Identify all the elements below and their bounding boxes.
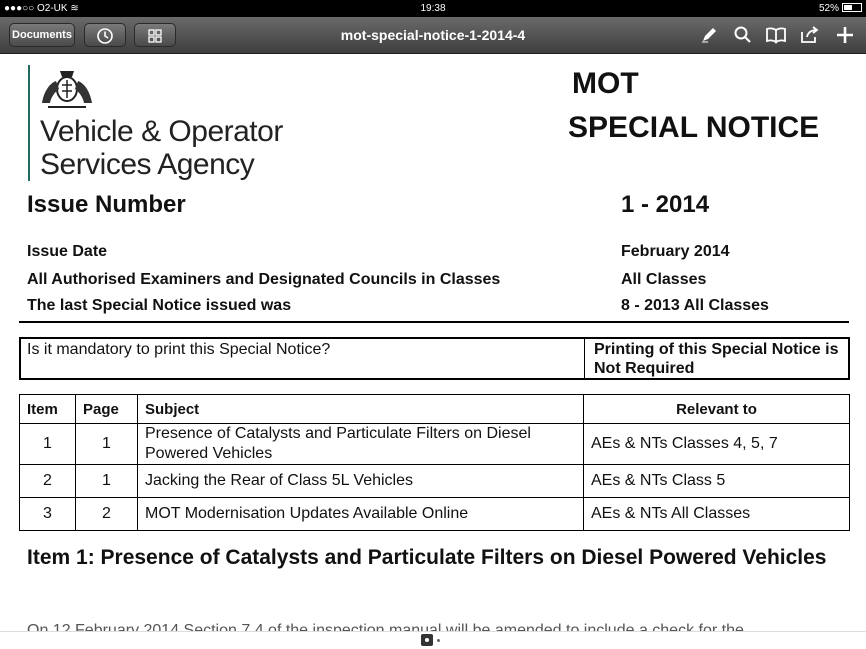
share-button[interactable]	[799, 25, 821, 47]
table-row	[20, 424, 850, 465]
page-number: 1	[76, 465, 138, 498]
thumbnails-button[interactable]	[134, 23, 176, 47]
page-dot[interactable]	[437, 639, 440, 642]
table-row	[20, 498, 850, 531]
table-header-row	[20, 395, 850, 424]
reader-toolbar	[0, 17, 866, 54]
royal-crest-logo	[38, 63, 96, 116]
clock-icon	[96, 27, 114, 45]
col-item-header: Item	[20, 395, 76, 424]
bookmarks-button[interactable]	[765, 25, 787, 47]
subject-cell: Jacking the Rear of Class 5L Vehicles	[138, 465, 584, 498]
page-indicator-strip	[0, 631, 866, 649]
relevant-cell: AEs & NTs All Classes	[584, 498, 850, 531]
relevant-cell: AEs & NTs Class 5	[584, 465, 850, 498]
relevant-cell: AEs & NTs Classes 4, 5, 7	[584, 424, 850, 465]
wifi-icon: ≋	[70, 3, 79, 14]
current-page-indicator[interactable]	[421, 634, 433, 646]
search-icon	[733, 25, 753, 45]
col-relevant-header: Relevant to	[584, 395, 850, 424]
agency-name-line2: Services Agency	[40, 148, 255, 181]
issue-number-label: Issue Number	[27, 191, 186, 218]
recipients-value: All Classes	[621, 271, 707, 288]
print-question: Is it mandatory to print this Special Notice?	[27, 341, 331, 358]
issue-date-value: February 2014	[621, 243, 730, 260]
share-icon	[799, 25, 821, 45]
page-number: 2	[76, 498, 138, 531]
subject-cell: Presence of Catalysts and Particulate Filters on Diesel Powered Vehicles	[138, 424, 584, 465]
last-notice-value: 8 - 2013 All Classes	[621, 297, 769, 314]
recent-button[interactable]	[84, 23, 126, 47]
agency-accent-bar	[28, 65, 30, 181]
page-number: 1	[76, 424, 138, 465]
search-button[interactable]	[732, 25, 754, 47]
issue-date-label: Issue Date	[27, 243, 108, 260]
battery-indicator: 52%	[819, 3, 862, 14]
print-answer: Printing of this Special Notice is Not Required	[584, 339, 848, 378]
mot-heading: MOT	[572, 67, 639, 100]
grid-icon	[148, 29, 162, 43]
annotate-button[interactable]	[698, 25, 720, 47]
document-page	[0, 55, 866, 631]
body-text-partial	[27, 624, 744, 631]
documents-back-button[interactable]: Documents	[9, 23, 75, 47]
item-number: 2	[20, 465, 76, 498]
last-notice-label: The last Special Notice issued was	[27, 297, 292, 314]
item1-heading: Item 1: Presence of Catalysts and Particulate Filters on Diesel Powered Vehicles	[27, 546, 827, 569]
issue-number-value: 1 - 2014	[621, 191, 710, 218]
document-title: mot-special-notice-1-2014-4	[340, 27, 526, 43]
status-bar	[0, 0, 866, 17]
col-page-header: Page	[76, 395, 138, 424]
table-row	[20, 465, 850, 498]
item-number: 1	[20, 424, 76, 465]
clock-time: 19:38	[420, 3, 446, 14]
pen-icon	[699, 25, 719, 45]
special-notice-heading: SPECIAL NOTICE	[568, 111, 820, 144]
agency-name-line1: Vehicle & Operator	[40, 115, 283, 148]
col-subject-header: Subject	[138, 395, 584, 424]
item-number: 3	[20, 498, 76, 531]
divider-rule	[19, 321, 849, 323]
items-table	[19, 394, 850, 531]
book-icon	[765, 25, 787, 45]
add-button[interactable]	[834, 25, 856, 47]
carrier-label: ●●●○○ O2-UK ≋	[4, 3, 79, 14]
agency-name	[40, 115, 283, 181]
subject-cell: MOT Modernisation Updates Available Online	[138, 498, 584, 531]
print-requirement-box	[19, 337, 850, 380]
plus-icon	[835, 25, 855, 45]
recipients-label: All Authorised Examiners and Designated Councils in Classes	[27, 271, 501, 288]
battery-icon	[842, 3, 862, 12]
